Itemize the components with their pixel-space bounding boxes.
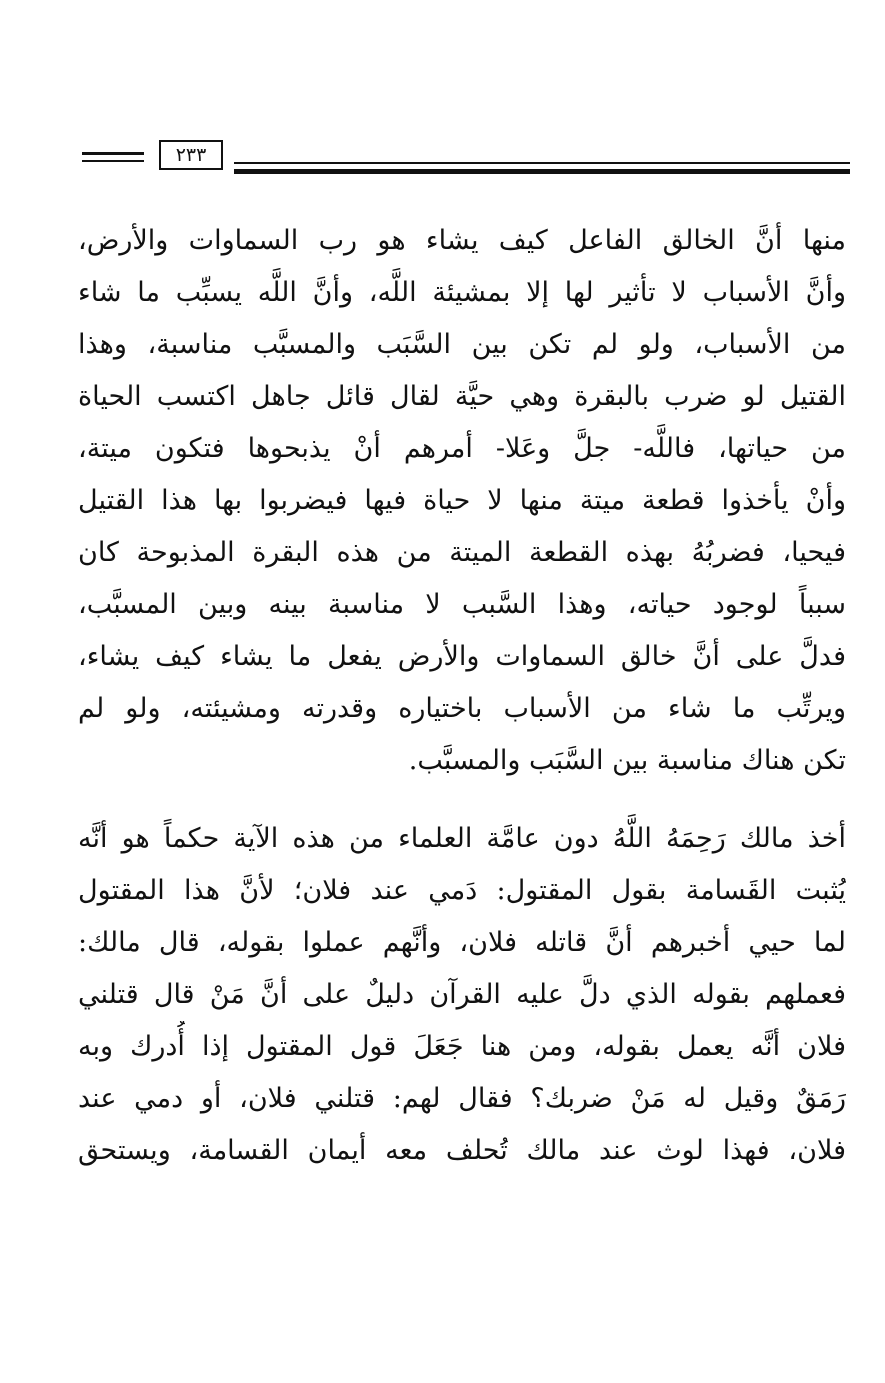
text-line: فلان أنَّه يعمل بقوله، ومن هنا جَعَلَ قول المقتول إذا أُدرك وبه <box>78 1031 846 1062</box>
text-line: القتيل لو ضرب بالبقرة وهي حيَّة لقال قائل جاهل اكتسب الحياة <box>78 381 846 412</box>
text-line: يُثبت القَسامة بقول المقتول: دَمي عند فلان؛ لأنَّ هذا المقتول <box>78 875 846 906</box>
text-line: من الأسباب، ولو لم تكن بين السَّبَب والمسبَّب مناسبة، وهذا <box>78 329 846 360</box>
text-line: فيحيا، فضربُهُ بهذه القطعة الميتة من هذه البقرة المذبوحة كان <box>78 537 846 568</box>
text-line: فدلَّ على أنَّ خالق السماوات والأرض يفعل ما يشاء كيف يشاء، <box>78 641 846 672</box>
text-line: ويرتِّب ما شاء من الأسباب باختياره وقدرته ومشيئته، ولو لم <box>78 693 846 724</box>
page-header <box>82 140 850 176</box>
page-number: ٢٣٣ <box>159 140 223 170</box>
text-line: وأنْ يأخذوا قطعة ميتة منها لا حياة فيها فيضربوا بها هذا القتيل <box>78 485 846 516</box>
body-text <box>78 215 846 1177</box>
text-line: تكن هناك مناسبة بين السَّبَب والمسبَّب. <box>408 745 846 776</box>
text-line: فعملهم بقوله الذي دلَّ عليه القرآن دليلٌ على أنَّ مَنْ قال قتلني <box>78 979 846 1010</box>
paragraph-gap <box>78 787 846 813</box>
text-line: من حياتها، فاللَّه- جلَّ وعَلا- أمرهم أنْ يذبحوها فتكون ميتة، <box>78 433 846 464</box>
header-rule-left-top <box>82 152 144 155</box>
paragraph-1 <box>78 215 846 787</box>
text-line: لما حيي أخبرهم أنَّ قاتله فلان، وأنَّهم عملوا بقوله، قال مالك: <box>78 927 846 958</box>
text-line: رَمَقٌ وقيل له مَنْ ضربك؟ فقال لهم: قتلني فلان، أو دمي عند <box>78 1083 846 1114</box>
header-rule-right-thin <box>234 162 850 164</box>
text-line: منها أنَّ الخالق الفاعل كيف يشاء هو رب السماوات والأرض، <box>78 225 846 256</box>
text-line: أخذ مالك رَحِمَهُ اللَّهُ دون عامَّة العلماء من هذه الآية حكماً هو أنَّه <box>78 823 846 854</box>
text-line: سبباً لوجود حياته، وهذا السَّبب لا مناسبة بينه وبين المسبَّب، <box>78 589 846 620</box>
text-line: فلان، فهذا لوث عند مالك تُحلف معه أيمان القسامة، ويستحق <box>78 1135 846 1166</box>
text-line: وأنَّ الأسباب لا تأثير لها إلا بمشيئة اللَّه، وأنَّ اللَّه يسبِّب ما شاء <box>78 277 846 308</box>
header-rule-right-thick <box>234 169 850 174</box>
paragraph-2 <box>78 813 846 1177</box>
header-rule-left-bottom <box>82 160 144 162</box>
